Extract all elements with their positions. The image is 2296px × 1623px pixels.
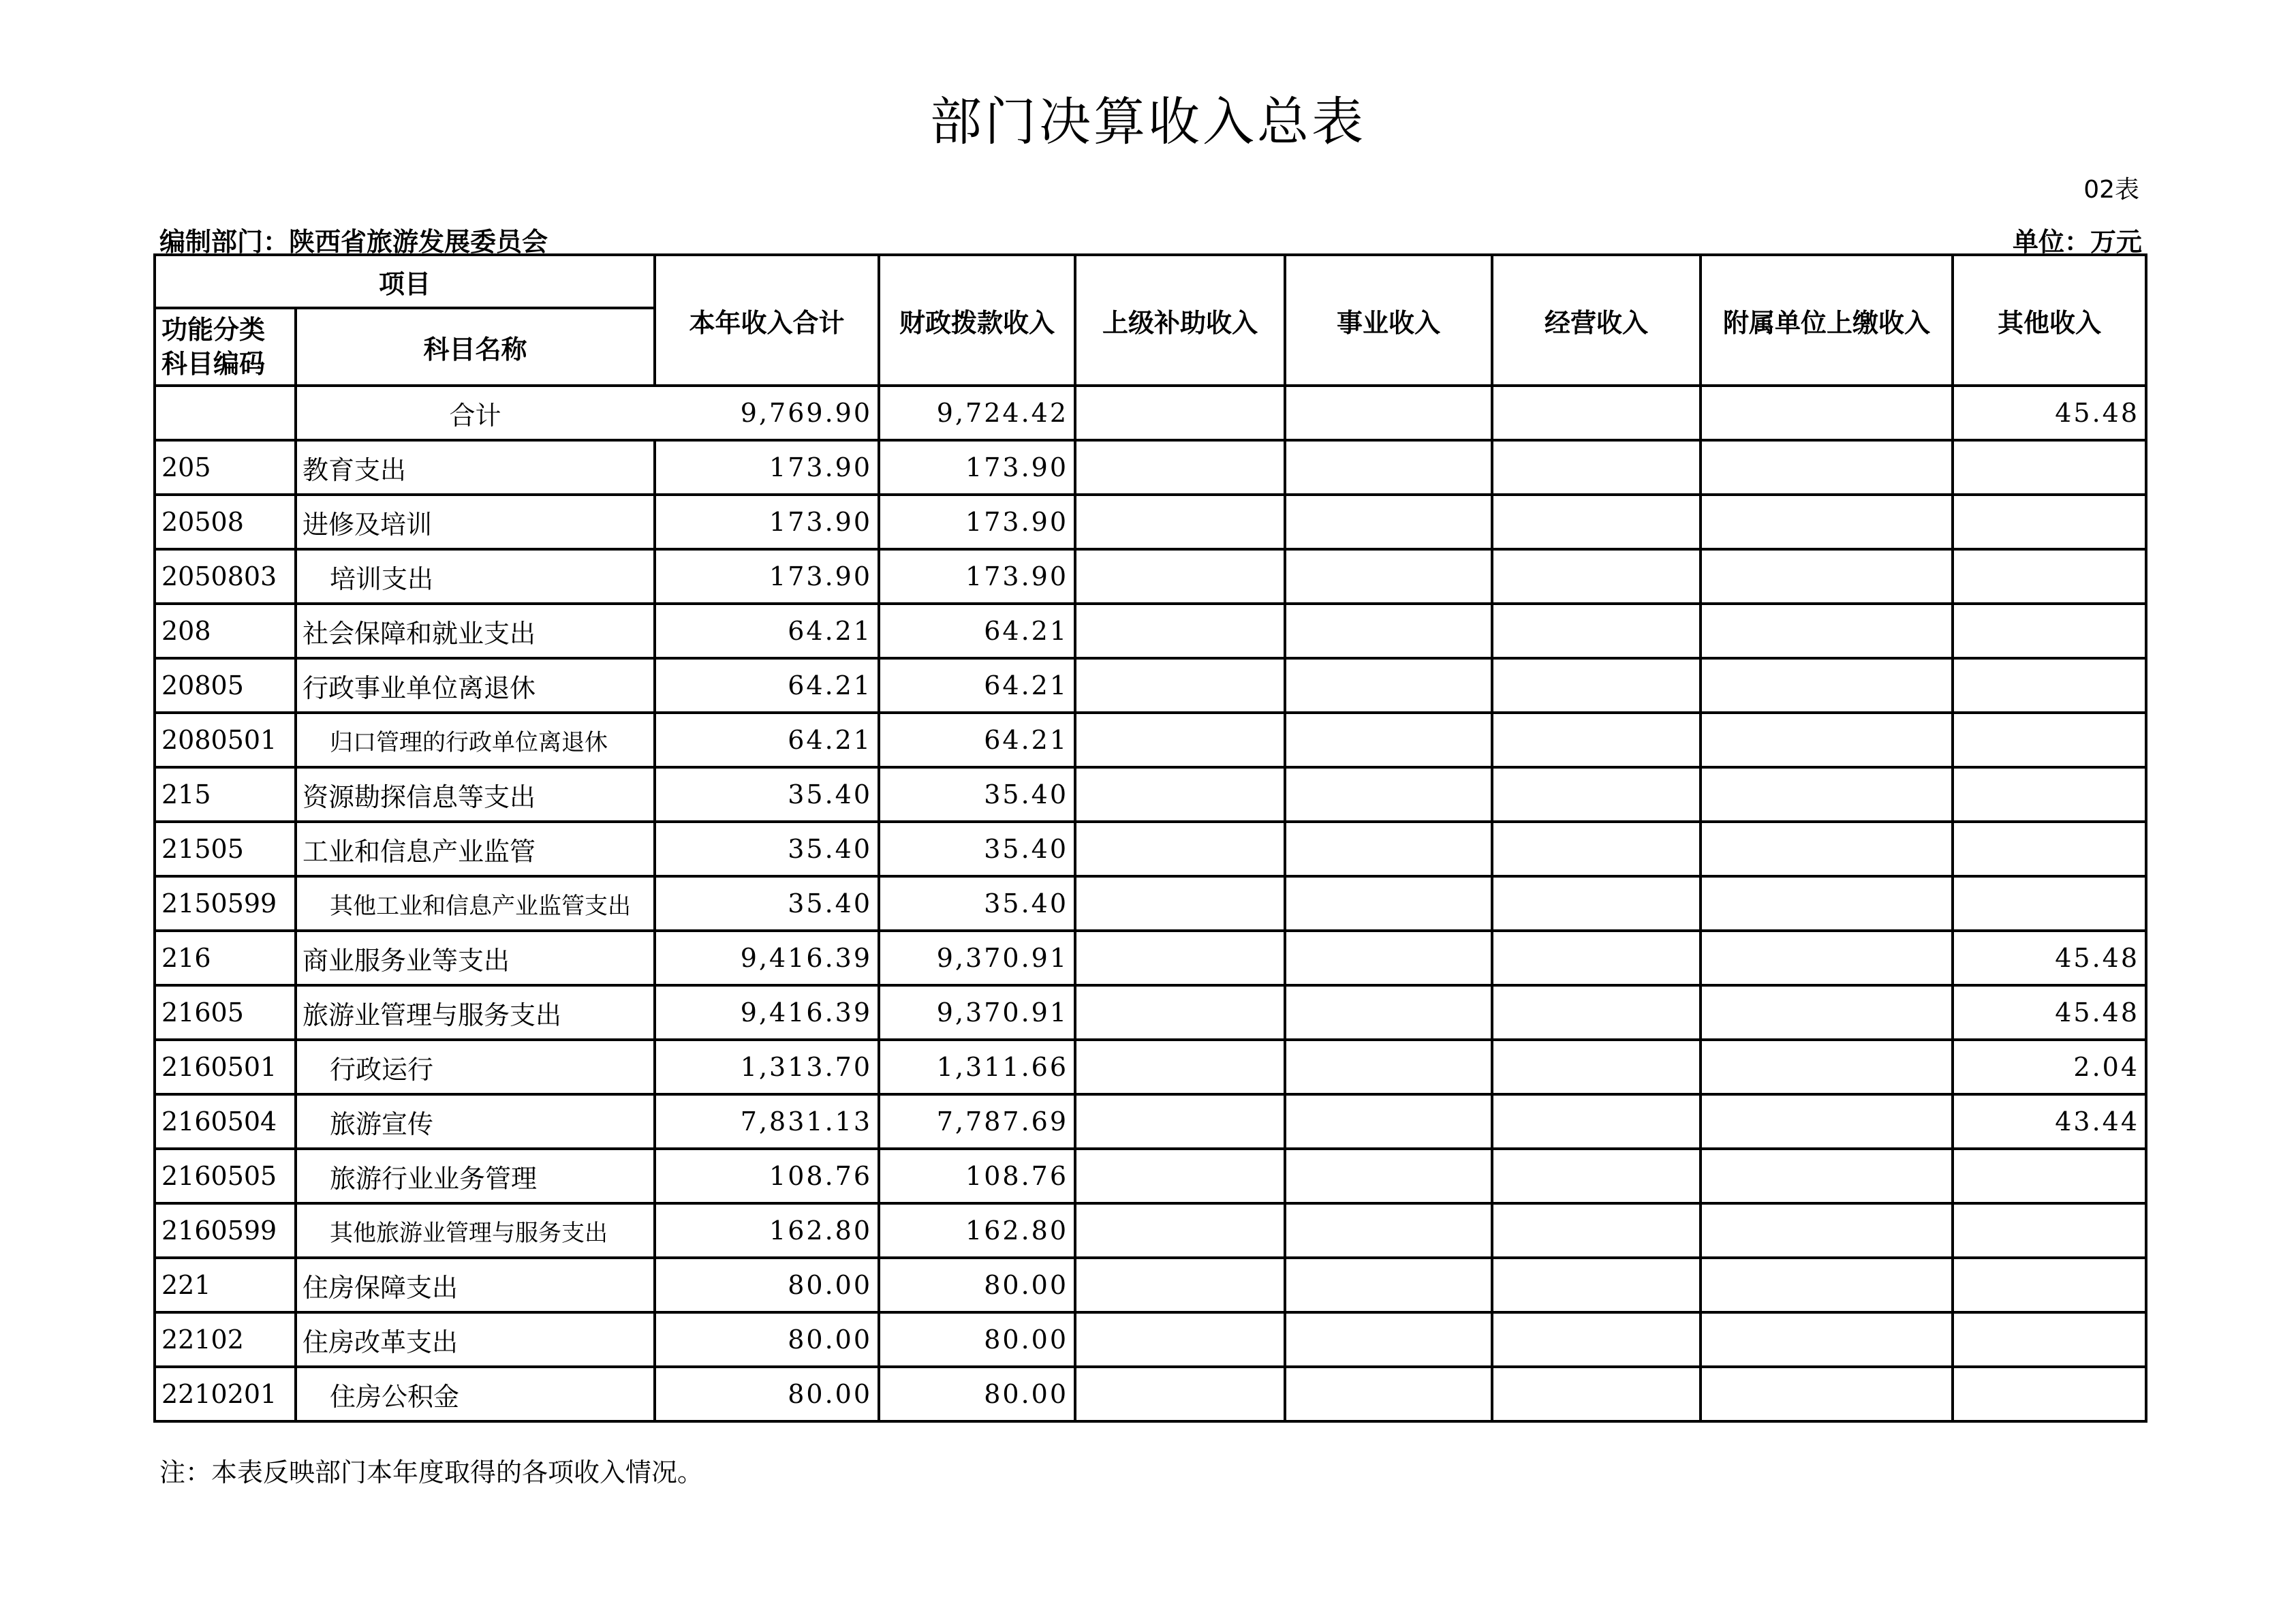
cell-total: 80.00 bbox=[655, 1258, 879, 1312]
cell-other: 2.04 bbox=[1953, 1040, 2146, 1094]
subject-name: 旅游行业业务管理 bbox=[296, 1149, 655, 1203]
total-other: 45.48 bbox=[1953, 386, 2146, 440]
cell-superior bbox=[1075, 1367, 1285, 1421]
table-number: 02表 bbox=[2083, 176, 2139, 204]
cell-superior bbox=[1075, 440, 1285, 495]
cell-other: 45.48 bbox=[1953, 931, 2146, 985]
cell-fiscal: 162.80 bbox=[879, 1203, 1075, 1258]
total-superior bbox=[1075, 386, 1285, 440]
table-row bbox=[155, 1040, 2146, 1094]
cell-operating bbox=[1492, 1149, 1701, 1203]
cell-operating bbox=[1492, 1040, 1701, 1094]
cell-operating bbox=[1492, 495, 1701, 549]
cell-superior bbox=[1075, 931, 1285, 985]
total-business bbox=[1285, 386, 1492, 440]
subject-code: 20508 bbox=[155, 495, 296, 549]
cell-other bbox=[1953, 767, 2146, 822]
cell-fiscal: 80.00 bbox=[879, 1367, 1075, 1421]
total-affiliated bbox=[1701, 386, 1953, 440]
subject-name: 社会保障和就业支出 bbox=[296, 604, 655, 658]
cell-fiscal: 64.21 bbox=[879, 658, 1075, 713]
subject-code: 205 bbox=[155, 440, 296, 495]
subject-name: 旅游宣传 bbox=[296, 1094, 655, 1149]
cell-total: 1,313.70 bbox=[655, 1040, 879, 1094]
cell-affiliated bbox=[1701, 1094, 1953, 1149]
cell-business bbox=[1285, 1203, 1492, 1258]
cell-superior bbox=[1075, 549, 1285, 604]
subject-name: 旅游业管理与服务支出 bbox=[296, 985, 655, 1040]
table-row bbox=[155, 1149, 2146, 1203]
cell-other: 45.48 bbox=[1953, 985, 2146, 1040]
cell-superior bbox=[1075, 1149, 1285, 1203]
cell-business bbox=[1285, 1040, 1492, 1094]
subject-name: 住房改革支出 bbox=[296, 1312, 655, 1367]
subject-name: 行政运行 bbox=[296, 1040, 655, 1094]
cell-affiliated bbox=[1701, 1203, 1953, 1258]
subject-code: 215 bbox=[155, 767, 296, 822]
subject-name: 住房保障支出 bbox=[296, 1258, 655, 1312]
cell-operating bbox=[1492, 440, 1701, 495]
cell-operating bbox=[1492, 1312, 1701, 1367]
cell-total: 80.00 bbox=[655, 1312, 879, 1367]
cell-fiscal: 80.00 bbox=[879, 1258, 1075, 1312]
cell-total: 64.21 bbox=[655, 658, 879, 713]
cell-business bbox=[1285, 1258, 1492, 1312]
cell-fiscal: 64.21 bbox=[879, 604, 1075, 658]
table-row bbox=[155, 604, 2146, 658]
subject-code: 216 bbox=[155, 931, 296, 985]
cell-operating bbox=[1492, 1094, 1701, 1149]
subject-code: 2050803 bbox=[155, 549, 296, 604]
cell-business bbox=[1285, 767, 1492, 822]
subject-name: 归口管理的行政单位离退休 bbox=[296, 713, 655, 767]
cell-operating bbox=[1492, 604, 1701, 658]
subject-name: 行政事业单位离退休 bbox=[296, 658, 655, 713]
total-label: 合计 bbox=[296, 386, 655, 440]
subject-code: 221 bbox=[155, 1258, 296, 1312]
cell-fiscal: 80.00 bbox=[879, 1312, 1075, 1367]
cell-affiliated bbox=[1701, 931, 1953, 985]
cell-superior bbox=[1075, 1258, 1285, 1312]
table-row bbox=[155, 931, 2146, 985]
total-fiscal: 9,724.42 bbox=[879, 386, 1075, 440]
cell-total: 35.40 bbox=[655, 822, 879, 876]
subject-name: 教育支出 bbox=[296, 440, 655, 495]
cell-business bbox=[1285, 713, 1492, 767]
cell-superior bbox=[1075, 767, 1285, 822]
table-row bbox=[155, 876, 2146, 931]
cell-other bbox=[1953, 876, 2146, 931]
cell-fiscal: 108.76 bbox=[879, 1149, 1075, 1203]
subject-code: 2160501 bbox=[155, 1040, 296, 1094]
cell-affiliated bbox=[1701, 549, 1953, 604]
subject-name: 其他工业和信息产业监管支出 bbox=[296, 876, 655, 931]
subject-name: 培训支出 bbox=[296, 549, 655, 604]
subject-name: 进修及培训 bbox=[296, 495, 655, 549]
cell-total: 173.90 bbox=[655, 440, 879, 495]
cell-total: 80.00 bbox=[655, 1367, 879, 1421]
total-operating bbox=[1492, 386, 1701, 440]
cell-superior bbox=[1075, 713, 1285, 767]
cell-superior bbox=[1075, 822, 1285, 876]
header-item: 项目 bbox=[155, 255, 655, 308]
cell-business bbox=[1285, 1367, 1492, 1421]
cell-other bbox=[1953, 549, 2146, 604]
header-other: 其他收入 bbox=[1953, 255, 2146, 386]
cell-other bbox=[1953, 495, 2146, 549]
cell-other bbox=[1953, 1258, 2146, 1312]
subject-code: 2150599 bbox=[155, 876, 296, 931]
income-summary-table bbox=[153, 253, 2147, 1423]
cell-other bbox=[1953, 1203, 2146, 1258]
cell-superior bbox=[1075, 604, 1285, 658]
cell-business bbox=[1285, 549, 1492, 604]
cell-operating bbox=[1492, 658, 1701, 713]
subject-code: 2210201 bbox=[155, 1367, 296, 1421]
cell-fiscal: 173.90 bbox=[879, 495, 1075, 549]
cell-business bbox=[1285, 1149, 1492, 1203]
header-func-code: 功能分类 科目编码 bbox=[155, 308, 296, 386]
cell-operating bbox=[1492, 767, 1701, 822]
cell-business bbox=[1285, 985, 1492, 1040]
cell-other bbox=[1953, 1367, 2146, 1421]
table-row bbox=[155, 822, 2146, 876]
table-row bbox=[155, 440, 2146, 495]
table-row bbox=[155, 1367, 2146, 1421]
cell-other bbox=[1953, 440, 2146, 495]
table-row bbox=[155, 1312, 2146, 1367]
cell-total: 9,416.39 bbox=[655, 985, 879, 1040]
table-row bbox=[155, 1094, 2146, 1149]
cell-business bbox=[1285, 876, 1492, 931]
cell-total: 162.80 bbox=[655, 1203, 879, 1258]
cell-affiliated bbox=[1701, 1149, 1953, 1203]
cell-affiliated bbox=[1701, 1258, 1953, 1312]
subject-code: 2160505 bbox=[155, 1149, 296, 1203]
cell-other bbox=[1953, 1312, 2146, 1367]
cell-superior bbox=[1075, 495, 1285, 549]
cell-fiscal: 35.40 bbox=[879, 822, 1075, 876]
total-empty-code bbox=[155, 386, 296, 440]
cell-business bbox=[1285, 604, 1492, 658]
cell-business bbox=[1285, 658, 1492, 713]
cell-affiliated bbox=[1701, 1040, 1953, 1094]
cell-fiscal: 173.90 bbox=[879, 549, 1075, 604]
cell-operating bbox=[1492, 549, 1701, 604]
cell-fiscal: 173.90 bbox=[879, 440, 1075, 495]
cell-business bbox=[1285, 1312, 1492, 1367]
subject-code: 22102 bbox=[155, 1312, 296, 1367]
total-row bbox=[155, 386, 2146, 440]
cell-affiliated bbox=[1701, 604, 1953, 658]
table-row bbox=[155, 549, 2146, 604]
cell-affiliated bbox=[1701, 440, 1953, 495]
cell-fiscal: 9,370.91 bbox=[879, 931, 1075, 985]
header-subject-name: 科目名称 bbox=[296, 308, 655, 386]
cell-affiliated bbox=[1701, 985, 1953, 1040]
cell-fiscal: 7,787.69 bbox=[879, 1094, 1075, 1149]
cell-affiliated bbox=[1701, 1312, 1953, 1367]
subject-name: 其他旅游业管理与服务支出 bbox=[296, 1203, 655, 1258]
cell-business bbox=[1285, 495, 1492, 549]
cell-total: 9,416.39 bbox=[655, 931, 879, 985]
header-superior: 上级补助收入 bbox=[1075, 255, 1285, 386]
table-row bbox=[155, 713, 2146, 767]
page-title: 部门决算收入总表 bbox=[930, 91, 1366, 152]
cell-superior bbox=[1075, 985, 1285, 1040]
total-total: 9,769.90 bbox=[655, 386, 879, 440]
cell-business bbox=[1285, 931, 1492, 985]
subject-code: 2160504 bbox=[155, 1094, 296, 1149]
subject-name: 资源勘探信息等支出 bbox=[296, 767, 655, 822]
subject-code: 2080501 bbox=[155, 713, 296, 767]
cell-affiliated bbox=[1701, 658, 1953, 713]
subject-code: 2160599 bbox=[155, 1203, 296, 1258]
cell-fiscal: 35.40 bbox=[879, 767, 1075, 822]
cell-total: 7,831.13 bbox=[655, 1094, 879, 1149]
header-affiliated: 附属单位上缴收入 bbox=[1701, 255, 1953, 386]
subject-code: 208 bbox=[155, 604, 296, 658]
subject-code: 21605 bbox=[155, 985, 296, 1040]
table-row bbox=[155, 1258, 2146, 1312]
cell-affiliated bbox=[1701, 767, 1953, 822]
table-row bbox=[155, 658, 2146, 713]
cell-operating bbox=[1492, 713, 1701, 767]
subject-name: 商业服务业等支出 bbox=[296, 931, 655, 985]
table-row bbox=[155, 1203, 2146, 1258]
table-row bbox=[155, 985, 2146, 1040]
cell-total: 64.21 bbox=[655, 604, 879, 658]
cell-superior bbox=[1075, 1203, 1285, 1258]
unit-label: 单位：万元 bbox=[2012, 227, 2142, 257]
footnote: 注：本表反映部门本年度取得的各项收入情况。 bbox=[159, 1457, 704, 1487]
cell-operating bbox=[1492, 822, 1701, 876]
compiling-department: 编制部门：陕西省旅游发展委员会 bbox=[159, 227, 548, 257]
cell-superior bbox=[1075, 658, 1285, 713]
cell-other bbox=[1953, 658, 2146, 713]
cell-total: 173.90 bbox=[655, 549, 879, 604]
cell-fiscal: 35.40 bbox=[879, 876, 1075, 931]
cell-fiscal: 64.21 bbox=[879, 713, 1075, 767]
cell-superior bbox=[1075, 1312, 1285, 1367]
cell-other bbox=[1953, 822, 2146, 876]
cell-operating bbox=[1492, 1203, 1701, 1258]
cell-operating bbox=[1492, 1258, 1701, 1312]
cell-total: 35.40 bbox=[655, 876, 879, 931]
cell-other: 43.44 bbox=[1953, 1094, 2146, 1149]
cell-business bbox=[1285, 822, 1492, 876]
cell-business bbox=[1285, 1094, 1492, 1149]
cell-affiliated bbox=[1701, 822, 1953, 876]
subject-name: 住房公积金 bbox=[296, 1367, 655, 1421]
cell-other bbox=[1953, 713, 2146, 767]
cell-other bbox=[1953, 1149, 2146, 1203]
cell-other bbox=[1953, 604, 2146, 658]
table-row bbox=[155, 495, 2146, 549]
cell-operating bbox=[1492, 931, 1701, 985]
cell-total: 108.76 bbox=[655, 1149, 879, 1203]
cell-fiscal: 9,370.91 bbox=[879, 985, 1075, 1040]
cell-total: 35.40 bbox=[655, 767, 879, 822]
cell-operating bbox=[1492, 876, 1701, 931]
header-total: 本年收入合计 bbox=[655, 255, 879, 386]
cell-superior bbox=[1075, 876, 1285, 931]
subject-code: 21505 bbox=[155, 822, 296, 876]
cell-operating bbox=[1492, 985, 1701, 1040]
header-operating: 经营收入 bbox=[1492, 255, 1701, 386]
cell-business bbox=[1285, 440, 1492, 495]
cell-affiliated bbox=[1701, 713, 1953, 767]
cell-superior bbox=[1075, 1094, 1285, 1149]
cell-total: 64.21 bbox=[655, 713, 879, 767]
cell-superior bbox=[1075, 1040, 1285, 1094]
cell-affiliated bbox=[1701, 1367, 1953, 1421]
subject-code: 20805 bbox=[155, 658, 296, 713]
cell-operating bbox=[1492, 1367, 1701, 1421]
cell-total: 173.90 bbox=[655, 495, 879, 549]
cell-fiscal: 1,311.66 bbox=[879, 1040, 1075, 1094]
table-row bbox=[155, 767, 2146, 822]
cell-affiliated bbox=[1701, 876, 1953, 931]
header-fiscal: 财政拨款收入 bbox=[879, 255, 1075, 386]
header-business: 事业收入 bbox=[1285, 255, 1492, 386]
subject-name: 工业和信息产业监管 bbox=[296, 822, 655, 876]
cell-affiliated bbox=[1701, 495, 1953, 549]
